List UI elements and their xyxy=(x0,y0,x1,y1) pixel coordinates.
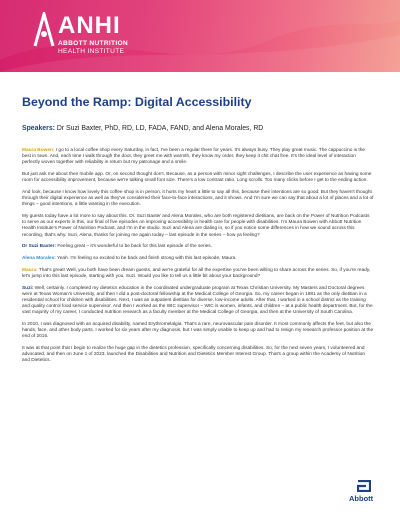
paragraph-text: But just ask me about their mobile app. Or, on second thought don't. Because, as a person with minor sight challenges, I describe the user experience as having some room for accessibility improvement, because we're talking small font size. There's a low contrast ratio. Long scrolls. Too many clicks before I get to the ending action. xyxy=(22,172,372,184)
logo-subtitle-line1: ABBOTT NUTRITION xyxy=(58,40,128,47)
transcript-paragraph xyxy=(22,214,374,239)
transcript-paragraph xyxy=(22,268,374,280)
header-banner xyxy=(0,0,400,72)
paragraph-text: That's great! Well, you both have been dream guests, and we're grateful for all the expertise you've been willing to share across the series. So, if you're ready, let's jump into this last episode, starting with you, Suzi. Would you like to tell us a little bit about your background? xyxy=(22,267,371,279)
transcript-paragraph xyxy=(22,322,374,340)
logo-subtitle-line2: HEALTH INSTITUTE xyxy=(58,48,125,55)
transcript-paragraph xyxy=(22,256,374,262)
speaker-name: Suzi: xyxy=(22,285,34,291)
transcript-paragraph xyxy=(22,244,374,250)
paragraph-text: Feeling great – it's wonderful to be back for this last episode of the series. xyxy=(57,244,212,250)
abbott-wordmark: Abbott xyxy=(349,494,374,503)
transcript-body xyxy=(22,148,374,370)
speaker-name: Maura: xyxy=(22,267,38,273)
speaker-name: Dr Suzi Baxter: xyxy=(22,244,57,250)
transcript-paragraph xyxy=(22,286,374,317)
paragraph-text: My guests today have a lot more to say about this. Dr. Suzi Baxter and Alena Morales, who are both registered dietitians, are back on the Power of Nutrition Podcasts to serve as our experts in this, our final of five episodes on improving accessibility in health care for people with disabilities. I'm Maura Bowen with Abbott Nutrition Health Institute's Power of Nutrition Podcast, and I'm in the studio. Suzi and Alena are dialing in, so if you notice some differences in how we sound across this recording, that's why. Suzi, Alena, thanks for joining me again today – last episode in the series – how ya feeling? xyxy=(22,214,370,238)
speaker-name: Alena Morales: xyxy=(22,256,56,261)
abbott-logo-mark-icon xyxy=(357,480,371,492)
speakers-names: Dr Suzi Baxter, PhD, RD, LD, FADA, FAND, and Alena Morales, RD xyxy=(56,125,264,132)
paragraph-text: Well, certainly. I completed my dietetics education in the coordinated undergraduate program at Texas Christian University. My Masters and Doctoral degrees were at Texas Woman's University, and then I did a post-doctoral fellowship at the Medical College of Georgia. So, my career began in 1981 as the only dietitian in a residential school for children with disabilities. Next, I was an outpatient dietitian for diverse, low-income adults. After that, I worked in a school district as the training and quality control food service supervisor. And then I worked as the WIC supervisor – WIC is women, infants, and children – at a public health department. But, for the vast majority of my career, I conducted nutrition research as a faculty member at the Medical College of Georgia, and then at the University of South Carolina. xyxy=(22,285,373,316)
speakers-line xyxy=(22,125,263,132)
anhi-logo-mark-icon xyxy=(33,12,55,48)
paragraph-text: I go to a local coffee shop every Saturday, in fact, I've been a regular there for years. It's always busy. They play great music. The cappuccino is the best in town. And, each time I walk through the door, they greet me with warmth, they know my order, they keep it chit chat free. It's the ideal level of interaction perfectly woven together with reliability in return but my patronage and a smile. xyxy=(22,148,366,166)
transcript-paragraph xyxy=(22,190,374,208)
logo-wordmark: ANHI xyxy=(58,12,121,39)
anhi-logo[interactable] xyxy=(33,10,193,66)
transcript-paragraph xyxy=(22,148,374,166)
speakers-label: Speakers: xyxy=(22,125,55,132)
paragraph-text: It was at that point that I begin to realize the huge gap in the dietetics profession, specifically concerning disabilities. So, for the next seven years, I volunteered and advocated, and then on June 1 of 2023, launched the Disabilities and Nutrition and Dietetics Member Interest Group. That's a group within the Academy of Nutrition and Dietetics. xyxy=(22,346,366,364)
page-title: Beyond the Ramp: Digital Accessibility xyxy=(22,95,252,109)
paragraph-text: In 2010, I was diagnosed with an acquired disability, named Erythromelalgia. That's a rare, neurovascular pain disorder. It most commonly affects the feet, but also the hands, face, and other body parts. I worked for six years after my diagnosis, but I was simply unable to keep up and had to resign my research professor position at the end of 2016. xyxy=(22,322,374,340)
speaker-name: Maura Bowen: xyxy=(22,148,55,153)
paragraph-text: And look, because I know how lovely this coffee shop is in person, it hurts my heart a little to say all this, because their intentions are so good. But they haven't thought through their digital experience as well as they've considered their face-to-face interactions, and it shows. And I'm sure we can say that about a lot of places and a lot of things – good intentions, a little wanting in the execution. xyxy=(22,189,374,208)
paragraph-text: Yeah. I'm feeling so excited to be back and finish strong with this last episode, Maura. xyxy=(57,256,237,261)
abbott-logo[interactable] xyxy=(349,480,379,510)
transcript-paragraph xyxy=(22,172,374,184)
transcript-paragraph xyxy=(22,346,374,364)
